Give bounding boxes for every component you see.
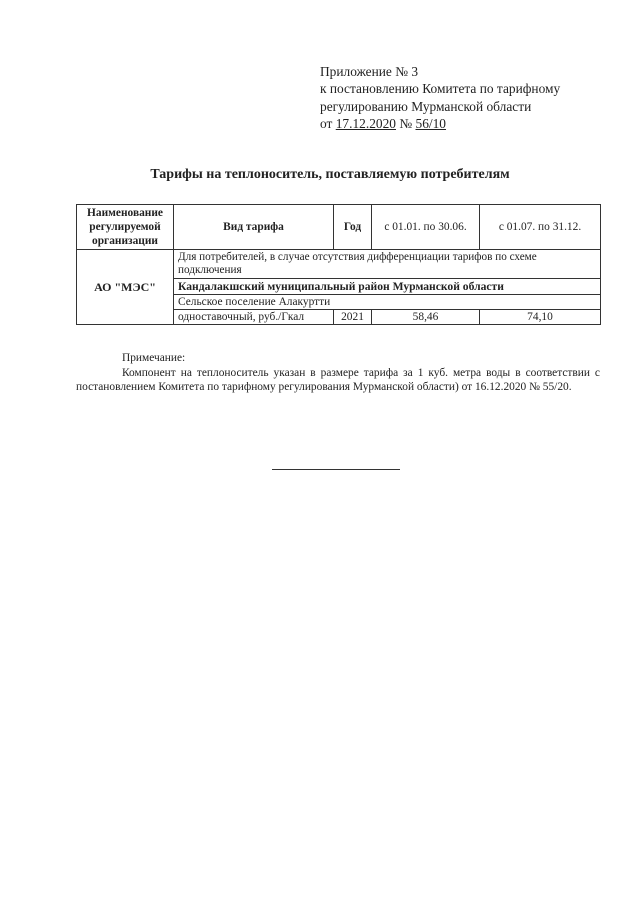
appendix-committee: регулированию Мурманской области <box>320 98 532 114</box>
document-title: Тарифы на теплоноситель, поставляемую потребителям <box>150 167 510 182</box>
note-section <box>76 351 600 395</box>
tariff-value-period-2: 74,10 <box>480 310 601 325</box>
header-tariff-type: Вид тарифа <box>174 205 334 250</box>
tariff-value-period-1: 58,46 <box>372 310 480 325</box>
note-text: Компонент на теплоноситель указан в размере тарифа за 1 куб. метра воды в соответствии с постановлением Комитета по тарифному регулирования Мурманской области) от 16.12.2020 № 55/20. <box>76 366 600 394</box>
table-row-description <box>77 250 601 279</box>
settlement-name: Сельское поселение Алакуртти <box>174 295 601 310</box>
organization-name: АО "МЭС" <box>77 250 174 325</box>
district-name: Кандалакшский муниципальный район Мурманской области <box>174 279 601 295</box>
header-period-1: с 01.01. по 30.06. <box>372 205 480 250</box>
signature-divider <box>272 469 400 470</box>
header-organization: Наименование регулируемой организации <box>77 205 174 250</box>
tariff-table <box>76 204 601 325</box>
resolution-number: 56/10 <box>415 116 447 132</box>
appendix-header <box>320 63 620 133</box>
table-header-row <box>77 205 601 250</box>
header-period-2: с 01.07. по 31.12. <box>480 205 601 250</box>
note-label: Примечание: <box>122 352 186 364</box>
number-prefix: № <box>399 116 413 132</box>
date-prefix: от <box>320 116 333 132</box>
header-year: Год <box>334 205 372 250</box>
appendix-date-line <box>320 115 620 132</box>
appendix-number: Приложение № 3 <box>320 64 419 79</box>
resolution-date: 17.12.2020 <box>335 116 396 132</box>
tariff-year: 2021 <box>334 310 372 325</box>
consumer-description: Для потребителей, в случае отсутствия дифференциации тарифов по схеме подключения <box>174 250 601 279</box>
appendix-reference: к постановлению Комитета по тарифному <box>320 81 561 97</box>
tariff-type: одноставочный, руб./Гкал <box>174 310 334 325</box>
